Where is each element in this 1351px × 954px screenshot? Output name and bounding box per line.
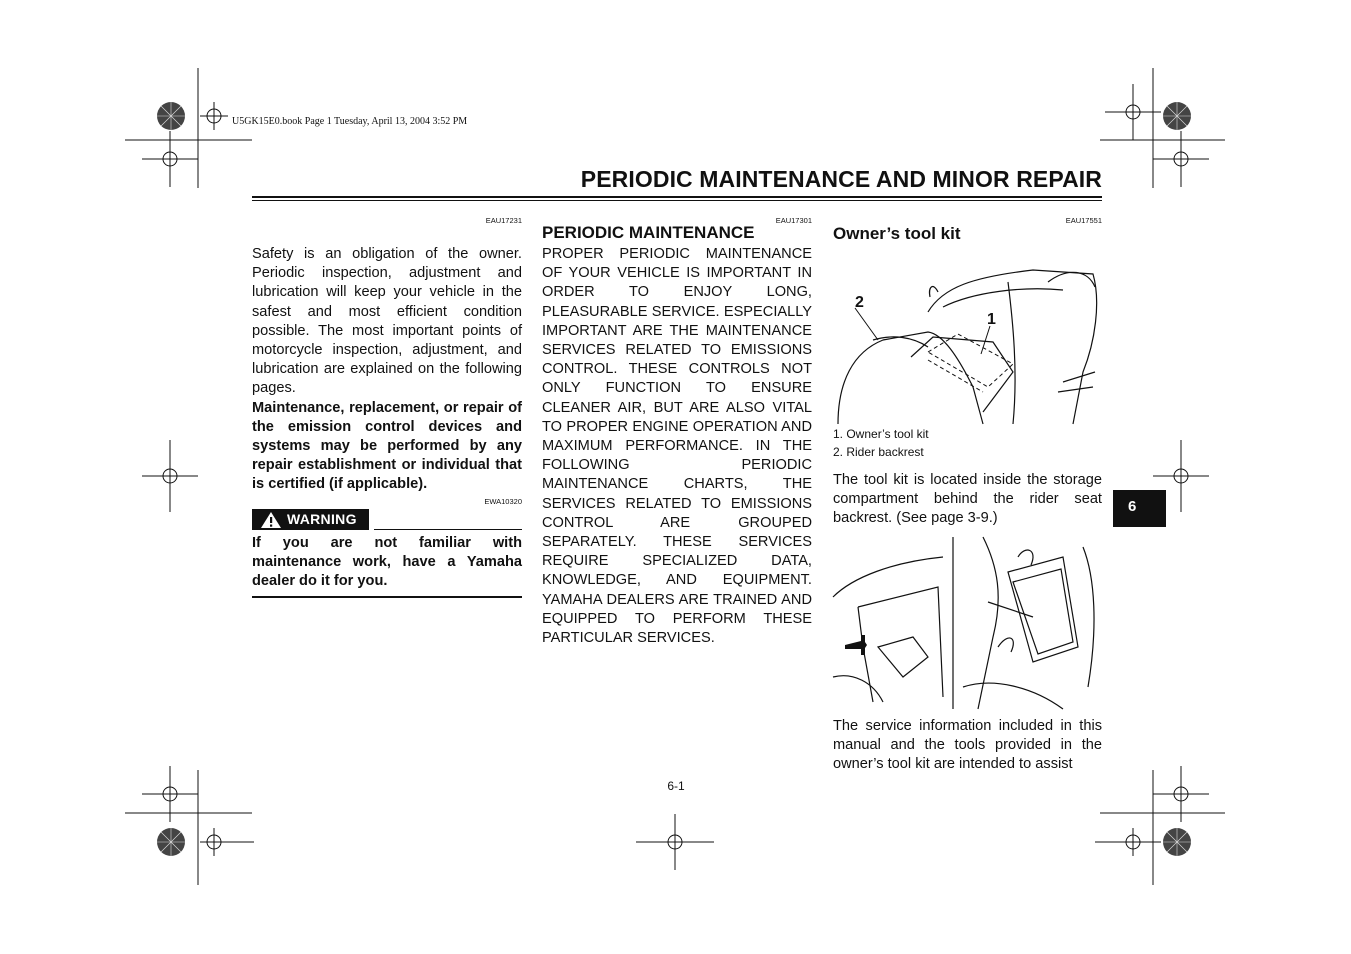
warning-triangle-icon bbox=[260, 511, 282, 529]
chapter-tab bbox=[1113, 490, 1166, 527]
section-code: EAU17301 bbox=[775, 216, 812, 225]
warning-code: EWA10320 bbox=[484, 497, 522, 506]
chapter-tab-number: 6 bbox=[1128, 498, 1137, 515]
print-header: U5GK15E0.book Page 1 Tuesday, April 13, 2004 3:52 PM bbox=[232, 116, 468, 127]
storage-compartment-figure bbox=[833, 537, 1102, 709]
section-heading: PERIODIC MAINTENANCE bbox=[542, 223, 755, 242]
tool-kit-figure bbox=[833, 262, 1102, 426]
intro-paragraph: Safety is an obligation of the owner. Periodic inspection, adjustment and lubrication will keep your vehicle in the safest and most efficient condition possible. The most important points of motorcycle inspection, adjustment, and lubrication are explained on the following pages. bbox=[252, 246, 522, 397]
callout-1: 1 bbox=[987, 311, 996, 328]
location-paragraph: The tool kit is located inside the storage compartment behind the rider seat backrest. (See page 3-9.) bbox=[833, 472, 1102, 527]
caption-2: 2. Rider backrest bbox=[833, 445, 924, 459]
caption-1: 1. Owner’s tool kit bbox=[833, 427, 929, 441]
left-column bbox=[252, 245, 522, 495]
page-number: 6-1 bbox=[667, 779, 685, 793]
service-info-paragraph: The service information included in this manual and the tools provided in the owner’s tool kit are intended to assist bbox=[833, 718, 1102, 773]
warning-end-rule bbox=[252, 596, 522, 598]
section-code: EAU17231 bbox=[485, 216, 522, 225]
warning-label: WARNING bbox=[287, 511, 357, 527]
warning-text: If you are not familiar with maintenance work, have a Yamaha dealer do it for you. bbox=[252, 535, 522, 590]
warning-rule bbox=[374, 529, 522, 530]
section-heading: Owner’s tool kit bbox=[833, 224, 961, 243]
warning-badge bbox=[252, 509, 369, 530]
maintenance-body: PROPER PERIODIC MAINTENANCE OF YOUR VEHICLE IS IMPORTANT IN ORDER TO ENJOY LONG, PLEASURABLE SERVICE. ESPECIALLY IMPORTANT ARE THE MAINTENANCE SERVICES RELATED TO EMISSIONS CONTROL. THESE CONTROLS NOT ONLY FUNCTION TO ENSURE CLEANER AIR, BUT ARE ALSO VITAL TO PROPER ENGINE OPERATION AND MAXIMUM PERFORMANCE. IN THE FOLLOWING PERIODIC MAINTENANCE CHARTS, THE SERVICES RELATED TO EMISSIONS CONTROL ARE GROUPED SEPARATELY. THESE SERVICES REQUIRE SPECIALIZED DATA, KNOWLEDGE, AND EQUIPMENT. YAMAHA DEALERS ARE TRAINED AND EQUIPPED TO PERFORM THESE PARTICULAR SERVICES. bbox=[542, 246, 812, 647]
title-rule bbox=[252, 196, 1102, 198]
callout-2: 2 bbox=[855, 294, 864, 311]
chapter-title: PERIODIC MAINTENANCE AND MINOR REPAIR bbox=[580, 166, 1102, 192]
emission-note: Maintenance, replacement, or repair of the emission control devices and systems may be performed by any repair establishment or individual that is certified (if applicable). bbox=[252, 399, 522, 493]
title-rule-thin bbox=[252, 200, 1102, 201]
section-code: EAU17551 bbox=[1065, 216, 1102, 225]
